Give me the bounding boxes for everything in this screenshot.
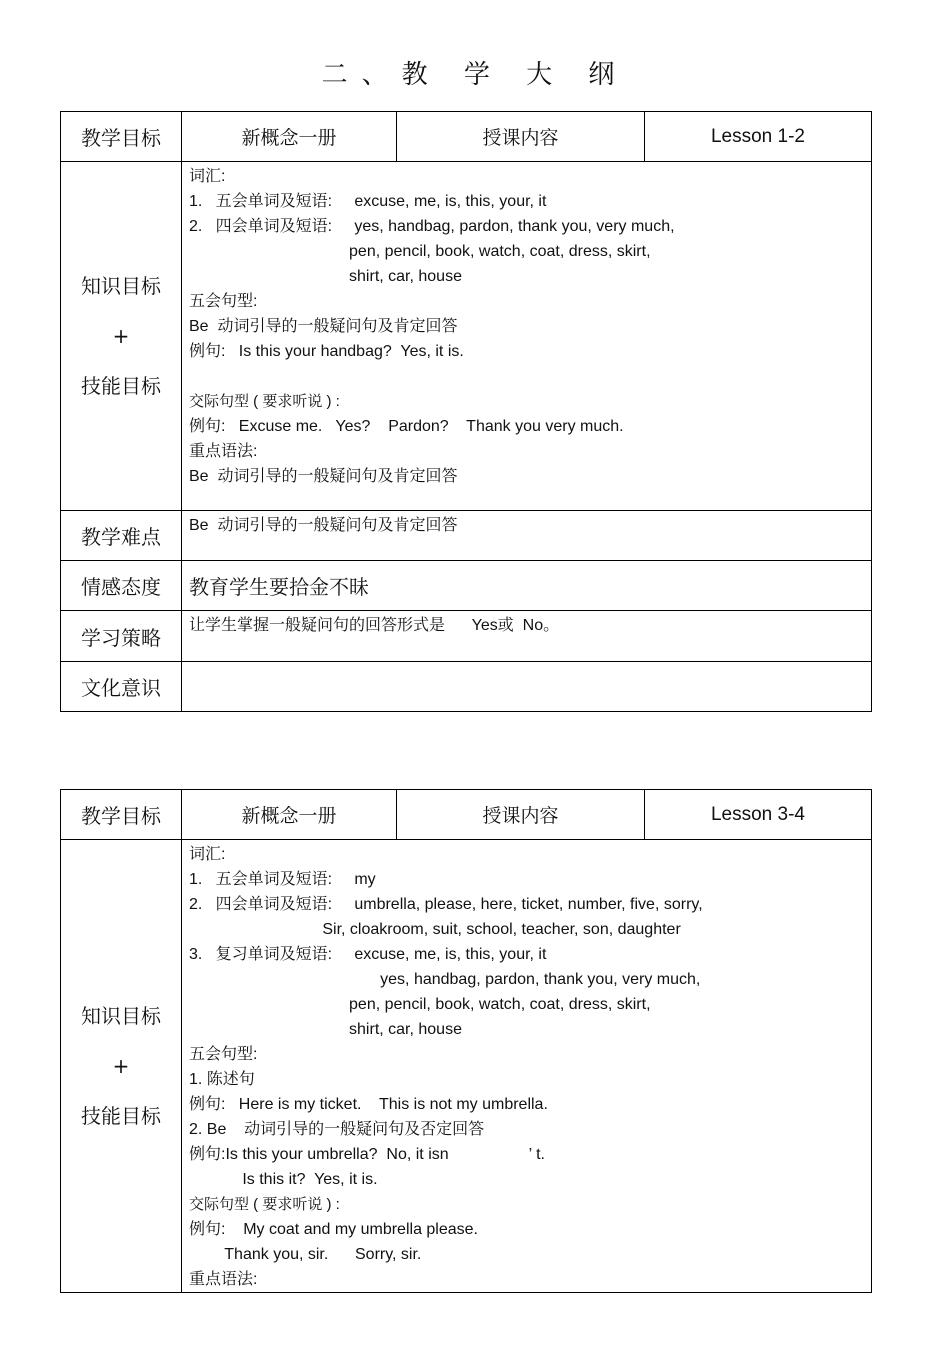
content-line: Thank you, sir. Sorry, sir. [189, 1246, 422, 1263]
page-title: 二、教 学 大 纲 [321, 60, 629, 90]
content-line: 2. Be 动词引导的一般疑问句及否定回答 [189, 1121, 485, 1138]
content-line: 1. 五会单词及短语: my [189, 871, 376, 888]
content-line: Be 动词引导的一般疑问句及肯定回答 [189, 318, 458, 335]
lesson-content-label: 授课内容 [397, 112, 645, 162]
content-line [189, 364, 871, 389]
attitude-row [61, 561, 872, 611]
knowledge-skill-label [61, 162, 182, 511]
content-line: 五会句型: [189, 1046, 258, 1063]
content-line: 重点语法: [189, 1271, 258, 1288]
content-line: 3. 复习单词及短语: excuse, me, is, this, your, it [189, 946, 547, 963]
content-line: Be 动词引导的一般疑问句及肯定回答 [189, 468, 458, 485]
content-line: 例句: Is this your handbag? Yes, it is. [189, 343, 464, 360]
content-line: shirt, car, house [189, 268, 462, 285]
content-line: 五会句型: [189, 293, 258, 310]
book-name: 新概念一册 [182, 112, 397, 162]
content-line: 1. 五会单词及短语: excuse, me, is, this, your, it [189, 193, 547, 210]
attitude-value: 教育学生要拾金不昧 [182, 561, 872, 611]
book-name: 新概念一册 [182, 790, 397, 840]
table-header-row [61, 790, 872, 840]
knowledge-row [61, 840, 872, 1293]
content-line: Sir, cloakroom, suit, school, teacher, son, daughter [189, 921, 681, 938]
knowledge-goal-label: 知识目标 [81, 274, 161, 298]
strategy-label: 学习策略 [61, 611, 182, 662]
knowledge-content [182, 162, 872, 511]
content-line: 词汇: [189, 168, 226, 185]
difficulty-value: Be 动词引导的一般疑问句及肯定回答 [189, 517, 458, 534]
lesson-content-label: 授课内容 [397, 790, 645, 840]
content-line: 2. 四会单词及短语: yes, handbag, pardon, thank you, very much, [189, 218, 675, 235]
strategy-value: 让学生掌握一般疑问句的回答形式是 Yes或 No。 [189, 617, 560, 634]
skill-goal-label: 技能目标 [81, 1104, 161, 1128]
content-line: 1. 陈述句 [189, 1071, 255, 1088]
knowledge-row [61, 162, 872, 511]
content-line: pen, pencil, book, watch, coat, dress, skirt, [189, 996, 651, 1013]
culture-row [61, 662, 872, 712]
lesson-number: Lesson 3-4 [645, 790, 872, 840]
culture-value [182, 662, 872, 712]
table-header-row [61, 112, 872, 162]
plus-sign: + [112, 1054, 130, 1078]
strategy-row [61, 611, 872, 662]
content-line: 例句:Is this your umbrella? No, it isn ’ t. [189, 1146, 545, 1163]
lesson-number: Lesson 1-2 [645, 112, 872, 162]
plus-sign: + [112, 324, 130, 348]
culture-label: 文化意识 [61, 662, 182, 712]
attitude-label: 情感态度 [61, 561, 182, 611]
knowledge-content [182, 840, 872, 1293]
content-line: 例句: My coat and my umbrella please. [189, 1221, 479, 1238]
content-line: 词汇: [189, 846, 226, 863]
content-line: 重点语法: [189, 443, 258, 460]
difficulty-label: 教学难点 [61, 511, 182, 561]
difficulty-row [61, 511, 872, 561]
teaching-goal-label: 教学目标 [61, 790, 182, 840]
content-line: pen, pencil, book, watch, coat, dress, skirt, [189, 243, 651, 260]
teaching-goal-label: 教学目标 [61, 112, 182, 162]
content-line: 例句: Here is my ticket. This is not my umbrella. [189, 1096, 548, 1113]
content-line: shirt, car, house [189, 1021, 462, 1038]
syllabus-table-lesson-3-4 [60, 789, 872, 1293]
content-line: 交际句型 ( 要求听说 ) : [189, 393, 340, 410]
skill-goal-label: 技能目标 [81, 374, 161, 398]
knowledge-skill-label [61, 840, 182, 1293]
content-line: Is this it? Yes, it is. [189, 1171, 378, 1188]
content-line: 2. 四会单词及短语: umbrella, please, here, ticket, number, five, sorry, [189, 896, 703, 913]
content-line: 交际句型 ( 要求听说 ) : [189, 1196, 340, 1213]
content-line: 例句: Excuse me. Yes? Pardon? Thank you very much. [189, 418, 624, 435]
syllabus-table-lesson-1-2 [60, 111, 872, 712]
knowledge-goal-label: 知识目标 [81, 1004, 161, 1028]
content-line: yes, handbag, pardon, thank you, very much, [189, 971, 701, 988]
